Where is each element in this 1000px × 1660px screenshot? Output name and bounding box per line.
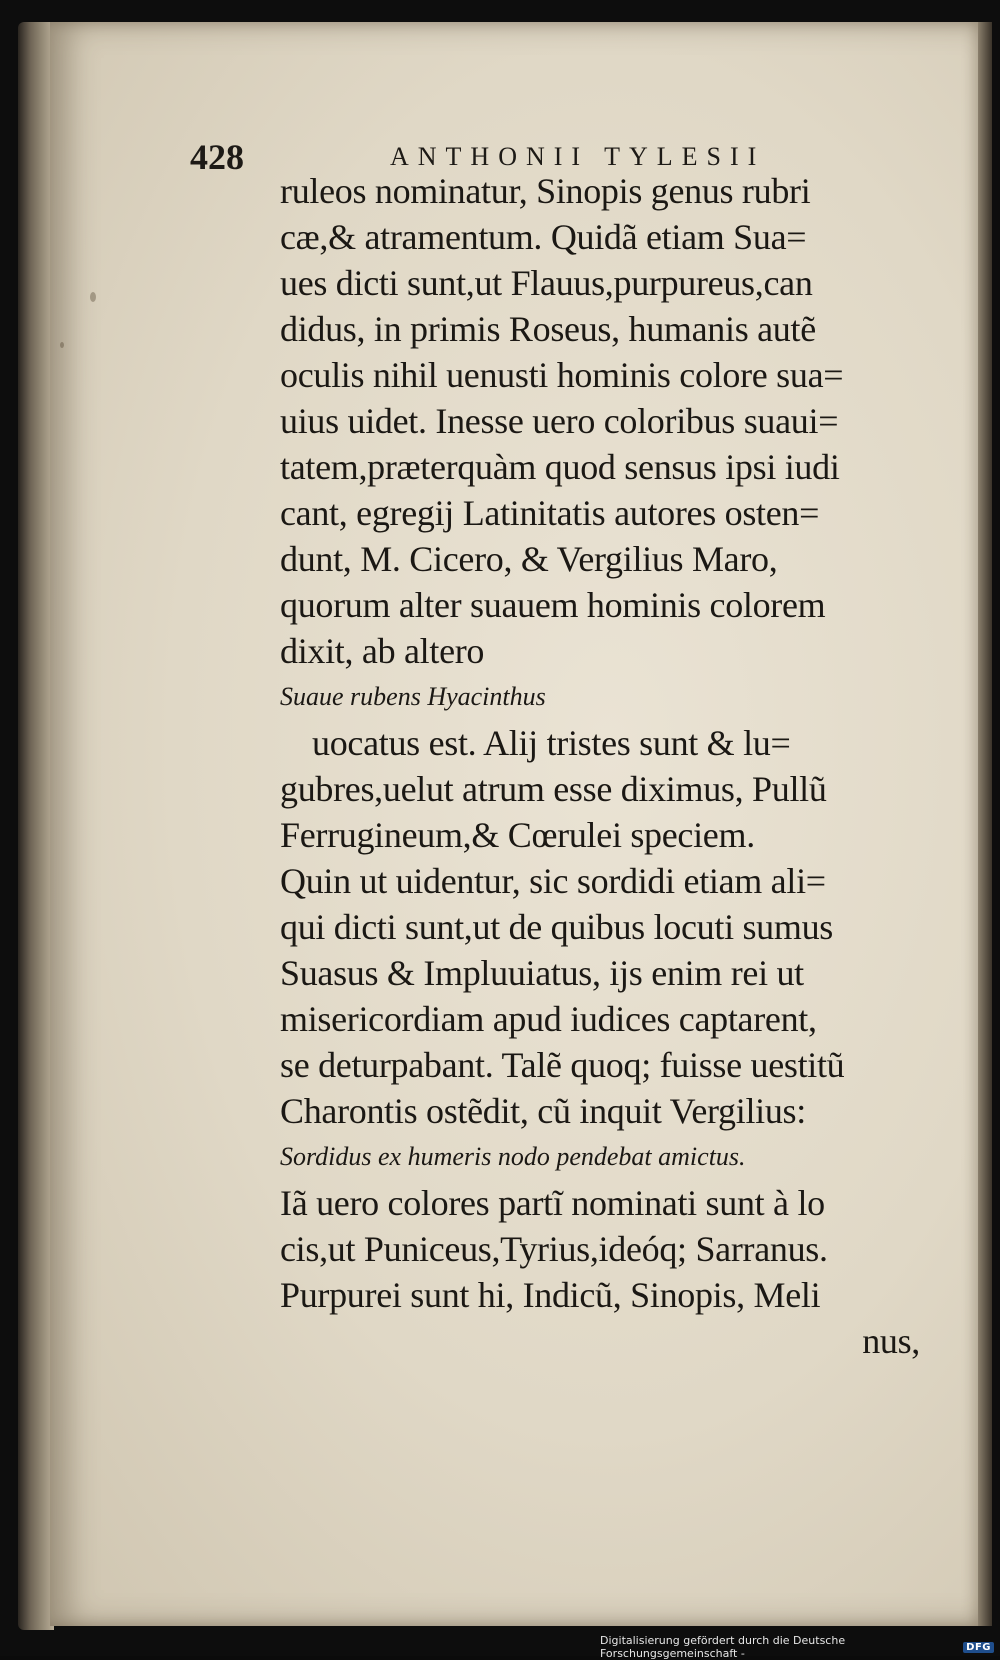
text-line: Purpurei sunt hi, Indicũ, Sinopis, Meli [280,1275,821,1315]
text-line: misericordiam apud iudices captarent, [280,999,817,1039]
text-line: oculis nihil uenusti hominis colore sua= [280,355,844,395]
text-line: ues dicti sunt,ut Flauus,purpureus,can [280,263,813,303]
text-line: qui dicti sunt,ut de quibus locuti sumus [280,907,833,947]
running-head: ANTHONII TYLESII [390,142,766,171]
text-line: dunt, M. Cicero, & Vergilius Maro, [280,539,778,579]
text-line: Suasus & Impluuiatus, ijs enim rei ut [280,953,804,993]
text-line: dixit, ab altero [280,631,485,671]
credit-text: Digitalisierung gefördert durch die Deutsche Forschungsgemeinschaft - [600,1634,846,1660]
book-spine-edge [18,22,54,1630]
text-line: cæ,& atramentum. Quidã etiam Sua= [280,217,807,257]
dfg-logo: DFG [963,1642,994,1653]
text-line: tatem,præterquàm quod sensus ipsi iudi [280,447,840,487]
text-line: uius uidet. Inesse uero coloribus suaui= [280,401,839,441]
paper-blemish [90,292,96,302]
verse-quotation: Sordidus ex humeris nodo pendebat amictus. [280,1142,746,1171]
text-line: Iã uero colores partĩ nominati sunt à lo [280,1183,825,1223]
text-line: didus, in primis Roseus, humanis autẽ [280,309,816,349]
page-number: 428 [190,137,244,177]
text-line: Ferrugineum,& Cœrulei speciem. [280,815,755,855]
text-line: quorum alter suauem hominis colorem [280,585,826,625]
text-line: uocatus est. Alij tristes sunt & lu= [312,723,791,763]
text-line: cis,ut Puniceus,Tyrius,ideóq; Sarranus. [280,1229,828,1269]
verse-quotation: Suaue rubens Hyacinthus [280,682,546,711]
text-line: Quin ut uidentur, sic sordidi etiam ali= [280,861,826,901]
catchword: nus, [862,1321,920,1361]
text-line: ruleos nominatur, Sinopis genus rubri [280,171,811,211]
page-edge-shadow [978,22,992,1626]
paper-blemish [60,342,64,348]
text-line: gubres,uelut atrum esse diximus, Pullũ [280,769,827,809]
body-text [280,168,930,1364]
text-line: cant, egregij Latinitatis autores osten= [280,493,820,533]
text-line: se deturpabant. Talẽ quoq; fuisse uestitũ [280,1045,845,1085]
digitization-credit [600,1634,1000,1660]
text-line: Charontis ostẽdit, cũ inquit Vergilius: [280,1091,806,1131]
